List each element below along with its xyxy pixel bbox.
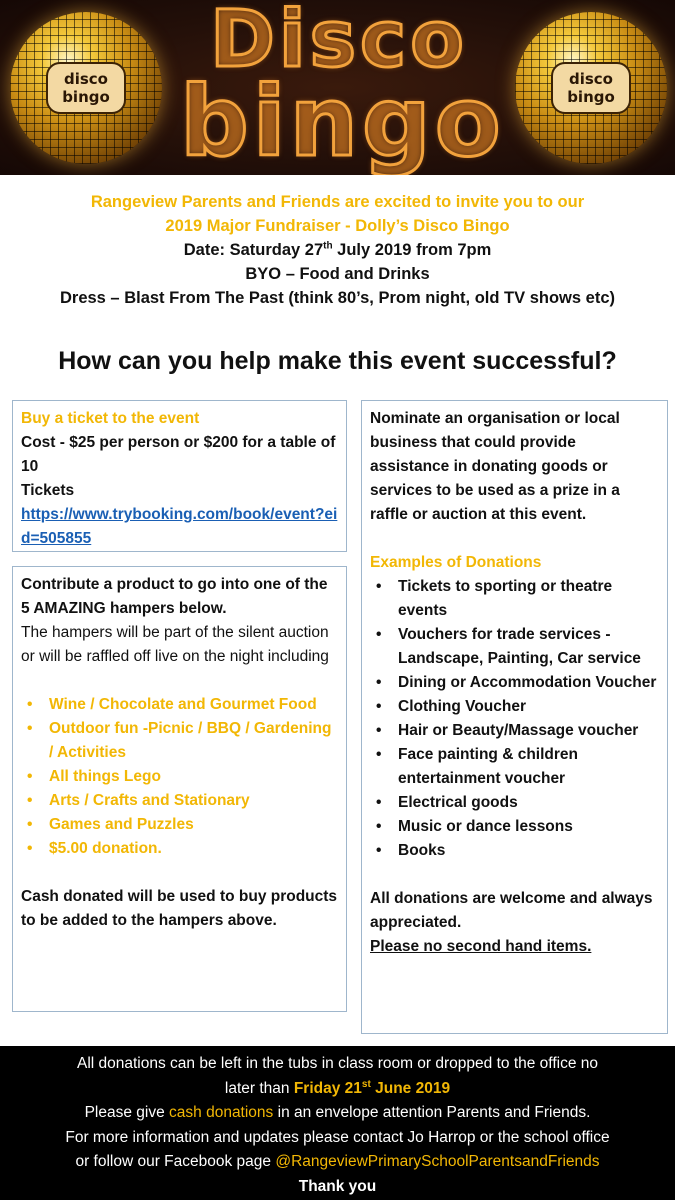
spacer (21, 669, 338, 693)
date-prefix: Date: Saturday 27 (183, 241, 324, 259)
intro-dress: Dress – Blast From The Past (think 80’s, Prom night, old TV shows etc) (59, 289, 615, 307)
ball-label-line2: bingo (62, 88, 110, 106)
no-second-hand-note: Please no second hand items. (370, 938, 592, 955)
footer-line3 (0, 1101, 675, 1126)
disco-ball-left-icon (10, 12, 162, 164)
footer-line2 (0, 1077, 675, 1102)
intro-fundraiser: 2019 Major Fundraiser - Dolly’s Disco Bingo (165, 217, 510, 235)
list-item: • Face painting & children entertainment voucher (370, 743, 659, 791)
list-item: • All things Lego (21, 765, 338, 789)
spacer (21, 861, 338, 885)
deadline-day: Friday 21 (293, 1079, 362, 1097)
intro-invite: Rangeview Parents and Friends are excited to invite you to our (90, 193, 585, 211)
list-item: • Arts / Crafts and Stationary (21, 789, 338, 813)
list-item: • Hair or Beauty/Massage voucher (370, 719, 659, 743)
list-item: • Vouchers for trade services - Landscape, Painting, Car service (370, 623, 659, 671)
footer-line5 (0, 1150, 675, 1175)
footer-deadline-date (294, 1080, 450, 1097)
closing-note: All donations are welcome and always appreciated. (370, 890, 653, 931)
hamper-lead: Contribute a product to go into one of the 5 AMAZING hampers below. (21, 576, 328, 617)
list-item: • Wine / Chocolate and Gourmet Food (21, 693, 338, 717)
ticket-cost: Cost - $25 per person or $200 for a table of 10 (21, 434, 336, 475)
intro (0, 190, 675, 310)
ball-label-line1: disco (568, 70, 613, 88)
facebook-handle-link[interactable]: @RangeviewPrimarySchoolParentsandFriends (275, 1153, 600, 1170)
hamper-description: The hampers will be part of the silent auction or will be raffled off live on the night including (21, 624, 329, 665)
list-item: • Tickets to sporting or theatre events (370, 575, 659, 623)
spacer (370, 527, 659, 551)
trybooking-link[interactable]: https://www.trybooking.com/book/event?eid=505855 (21, 506, 338, 547)
ticket-heading: Buy a ticket to the event (21, 410, 200, 427)
list-item: • Outdoor fun -Picnic / BBQ / Gardening / Activities (21, 717, 338, 765)
tickets-label: Tickets (21, 482, 75, 499)
nominate-lead: Nominate an organisation or local business that could provide assistance in donating goods or services to be used as a prize in a raffle or auction at this event. (370, 410, 620, 523)
list-item: • Games and Puzzles (21, 813, 338, 837)
list-item: • $5.00 donation. (21, 837, 338, 861)
cash-note: Cash donated will be used to buy products to be added to the hampers above. (21, 888, 338, 929)
date-suffix-sup: th (323, 240, 333, 252)
spacer (370, 863, 659, 887)
thank-you: Thank you (298, 1177, 377, 1195)
deadline-day-sup: st (361, 1078, 371, 1090)
banner (0, 0, 675, 175)
date-suffix: July 2019 from 7pm (332, 241, 492, 259)
banner-title-bingo: bingo (180, 66, 505, 175)
ball-label-right (551, 62, 631, 114)
ball-label-line2: bingo (567, 88, 615, 106)
list-item: • Dining or Accommodation Voucher (370, 671, 659, 695)
footer-line3-suffix: in an envelope attention Parents and Friends. (273, 1104, 591, 1121)
cash-donations-highlight: cash donations (169, 1104, 274, 1121)
footer-line3-prefix: Please give (84, 1104, 170, 1121)
footer-line1: All donations can be left in the tubs in class room or dropped to the office no (76, 1055, 598, 1072)
banner-title-disco: Disco (210, 0, 468, 85)
intro-date (0, 238, 675, 262)
footer-line5-prefix: or follow our Facebook page (75, 1153, 276, 1170)
list-item: • Clothing Voucher (370, 695, 659, 719)
examples-heading: Examples of Donations (370, 554, 542, 571)
list-item: • Music or dance lessons (370, 815, 659, 839)
deadline-month-year: June 2019 (370, 1079, 451, 1097)
footer-line2-prefix: later than (224, 1079, 294, 1097)
help-question-heading: How can you help make this event successful? (58, 347, 617, 375)
examples-list (370, 575, 659, 863)
ticket-box (12, 400, 347, 552)
disco-ball-right-icon (515, 12, 667, 164)
nominate-box (361, 400, 668, 1034)
hamper-list (21, 693, 338, 861)
hamper-box (12, 566, 347, 1012)
intro-byo: BYO – Food and Drinks (245, 265, 430, 283)
footer (0, 1046, 675, 1200)
ball-label-line1: disco (63, 70, 108, 88)
list-item: • Electrical goods (370, 791, 659, 815)
list-item: • Books (370, 839, 659, 863)
ball-label-left (46, 62, 126, 114)
footer-line4: For more information and updates please contact Jo Harrop or the school office (65, 1128, 610, 1146)
